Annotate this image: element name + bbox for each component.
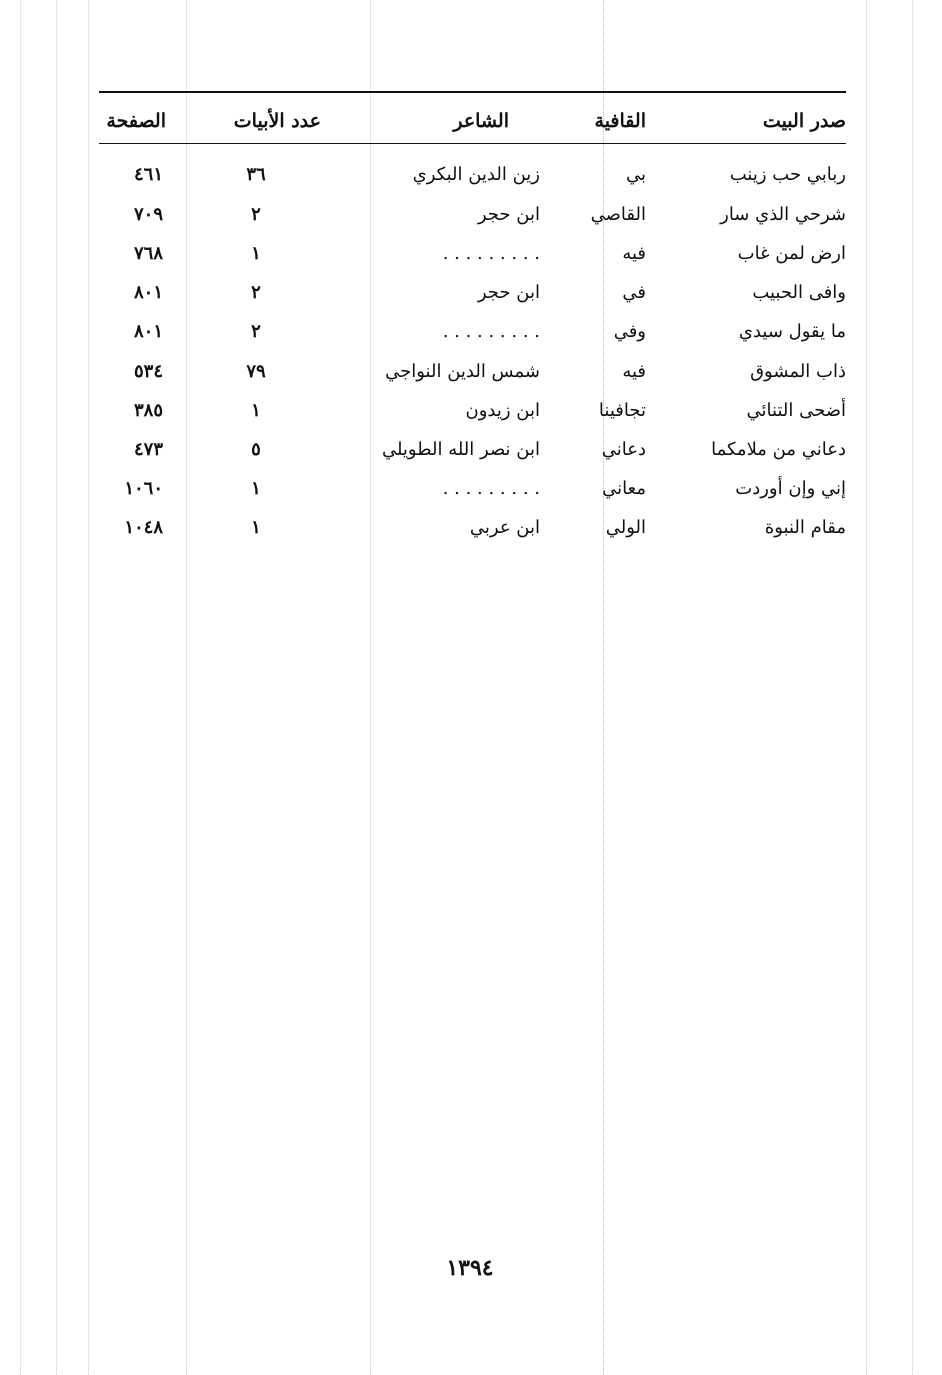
cell-verse-start: ربابي حب زينب xyxy=(729,164,846,185)
header-page: الصفحة xyxy=(106,110,166,132)
cell-rhyme: الولي xyxy=(605,517,646,538)
cell-page: ١٠٤٨ xyxy=(124,517,163,538)
scan-guide-line xyxy=(88,0,89,1375)
table-header-rule xyxy=(99,143,846,144)
header-verse-count: عدد الأبيات xyxy=(233,110,321,132)
scan-guide-line xyxy=(20,0,21,1375)
cell-rhyme: وفي xyxy=(613,321,646,342)
table-row xyxy=(99,273,846,312)
cell-verse-count: ١ xyxy=(251,478,261,499)
cell-rhyme: فيه xyxy=(622,243,646,264)
cell-verse-start: ما يقول سيدي xyxy=(738,321,846,342)
table-row xyxy=(99,352,846,391)
cell-rhyme: تجافينا xyxy=(598,400,646,421)
cell-verse-start: دعاني من ملامكما xyxy=(711,439,846,460)
table-row xyxy=(99,508,846,547)
cell-verse-start: شرحي الذي سار xyxy=(720,204,846,225)
table-row xyxy=(99,430,846,469)
table-top-rule xyxy=(99,91,846,93)
cell-poet: ابن زيدون xyxy=(465,400,540,421)
cell-rhyme: فيه xyxy=(622,361,646,382)
cell-verse-count: ١ xyxy=(251,243,261,264)
cell-poet: . . . . . . . . . xyxy=(442,321,540,342)
cell-verse-count: ٢ xyxy=(251,282,261,303)
cell-rhyme: دعاني xyxy=(601,439,646,460)
cell-verse-count: ٢ xyxy=(251,204,261,225)
cell-poet: . . . . . . . . . xyxy=(442,243,540,264)
scan-guide-line xyxy=(56,0,57,1375)
cell-verse-start: ارض لمن غاب xyxy=(737,243,846,264)
cell-rhyme: بي xyxy=(625,164,646,185)
table-row xyxy=(99,195,846,234)
cell-poet: ابن عربي xyxy=(469,517,540,538)
cell-rhyme: القاصي xyxy=(590,204,646,225)
cell-verse-start: أضحى التنائي xyxy=(746,400,846,421)
table-row xyxy=(99,155,846,194)
header-verse-start: صدر البيت xyxy=(762,110,846,132)
cell-rhyme: في xyxy=(622,282,646,303)
cell-page: ٧٠٩ xyxy=(133,204,163,225)
cell-verse-count: ٧٩ xyxy=(246,361,266,382)
table-row xyxy=(99,391,846,430)
table-row xyxy=(99,312,846,351)
cell-page: ٤٦١ xyxy=(133,164,163,185)
cell-verse-start: مقام النبوة xyxy=(764,517,846,538)
cell-verse-count: ٥ xyxy=(251,439,261,460)
header-rhyme: القافية xyxy=(594,110,646,132)
page-number: ١٣٩٤ xyxy=(446,1255,494,1281)
cell-poet: ابن حجر xyxy=(477,204,540,225)
table-row xyxy=(99,234,846,273)
cell-page: ٨٠١ xyxy=(133,282,163,303)
cell-verse-start: ذاب المشوق xyxy=(750,361,846,382)
table-row xyxy=(99,469,846,508)
cell-verse-start: إني وإن أوردت xyxy=(735,478,846,499)
scan-guide-line xyxy=(912,0,913,1375)
cell-page: ٥٣٤ xyxy=(133,361,163,382)
scan-guide-line xyxy=(866,0,867,1375)
cell-poet: زين الدين البكري xyxy=(412,164,540,185)
cell-verse-count: ١ xyxy=(251,400,261,421)
cell-poet: ابن حجر xyxy=(477,282,540,303)
cell-page: ١٠٦٠ xyxy=(124,478,163,499)
cell-page: ٨٠١ xyxy=(133,321,163,342)
cell-verse-count: ١ xyxy=(251,517,261,538)
header-poet: الشاعر xyxy=(453,110,509,132)
cell-verse-count: ٢ xyxy=(251,321,261,342)
cell-poet: . . . . . . . . . xyxy=(442,478,540,499)
cell-page: ٣٨٥ xyxy=(133,400,163,421)
cell-verse-count: ٣٦ xyxy=(246,164,266,185)
cell-poet: ابن نصر الله الطويلي xyxy=(381,439,540,460)
cell-poet: شمس الدين النواجي xyxy=(385,361,540,382)
cell-page: ٤٧٣ xyxy=(133,439,163,460)
cell-page: ٧٦٨ xyxy=(133,243,163,264)
cell-verse-start: وافى الحبيب xyxy=(752,282,846,303)
cell-rhyme: معاني xyxy=(602,478,646,499)
